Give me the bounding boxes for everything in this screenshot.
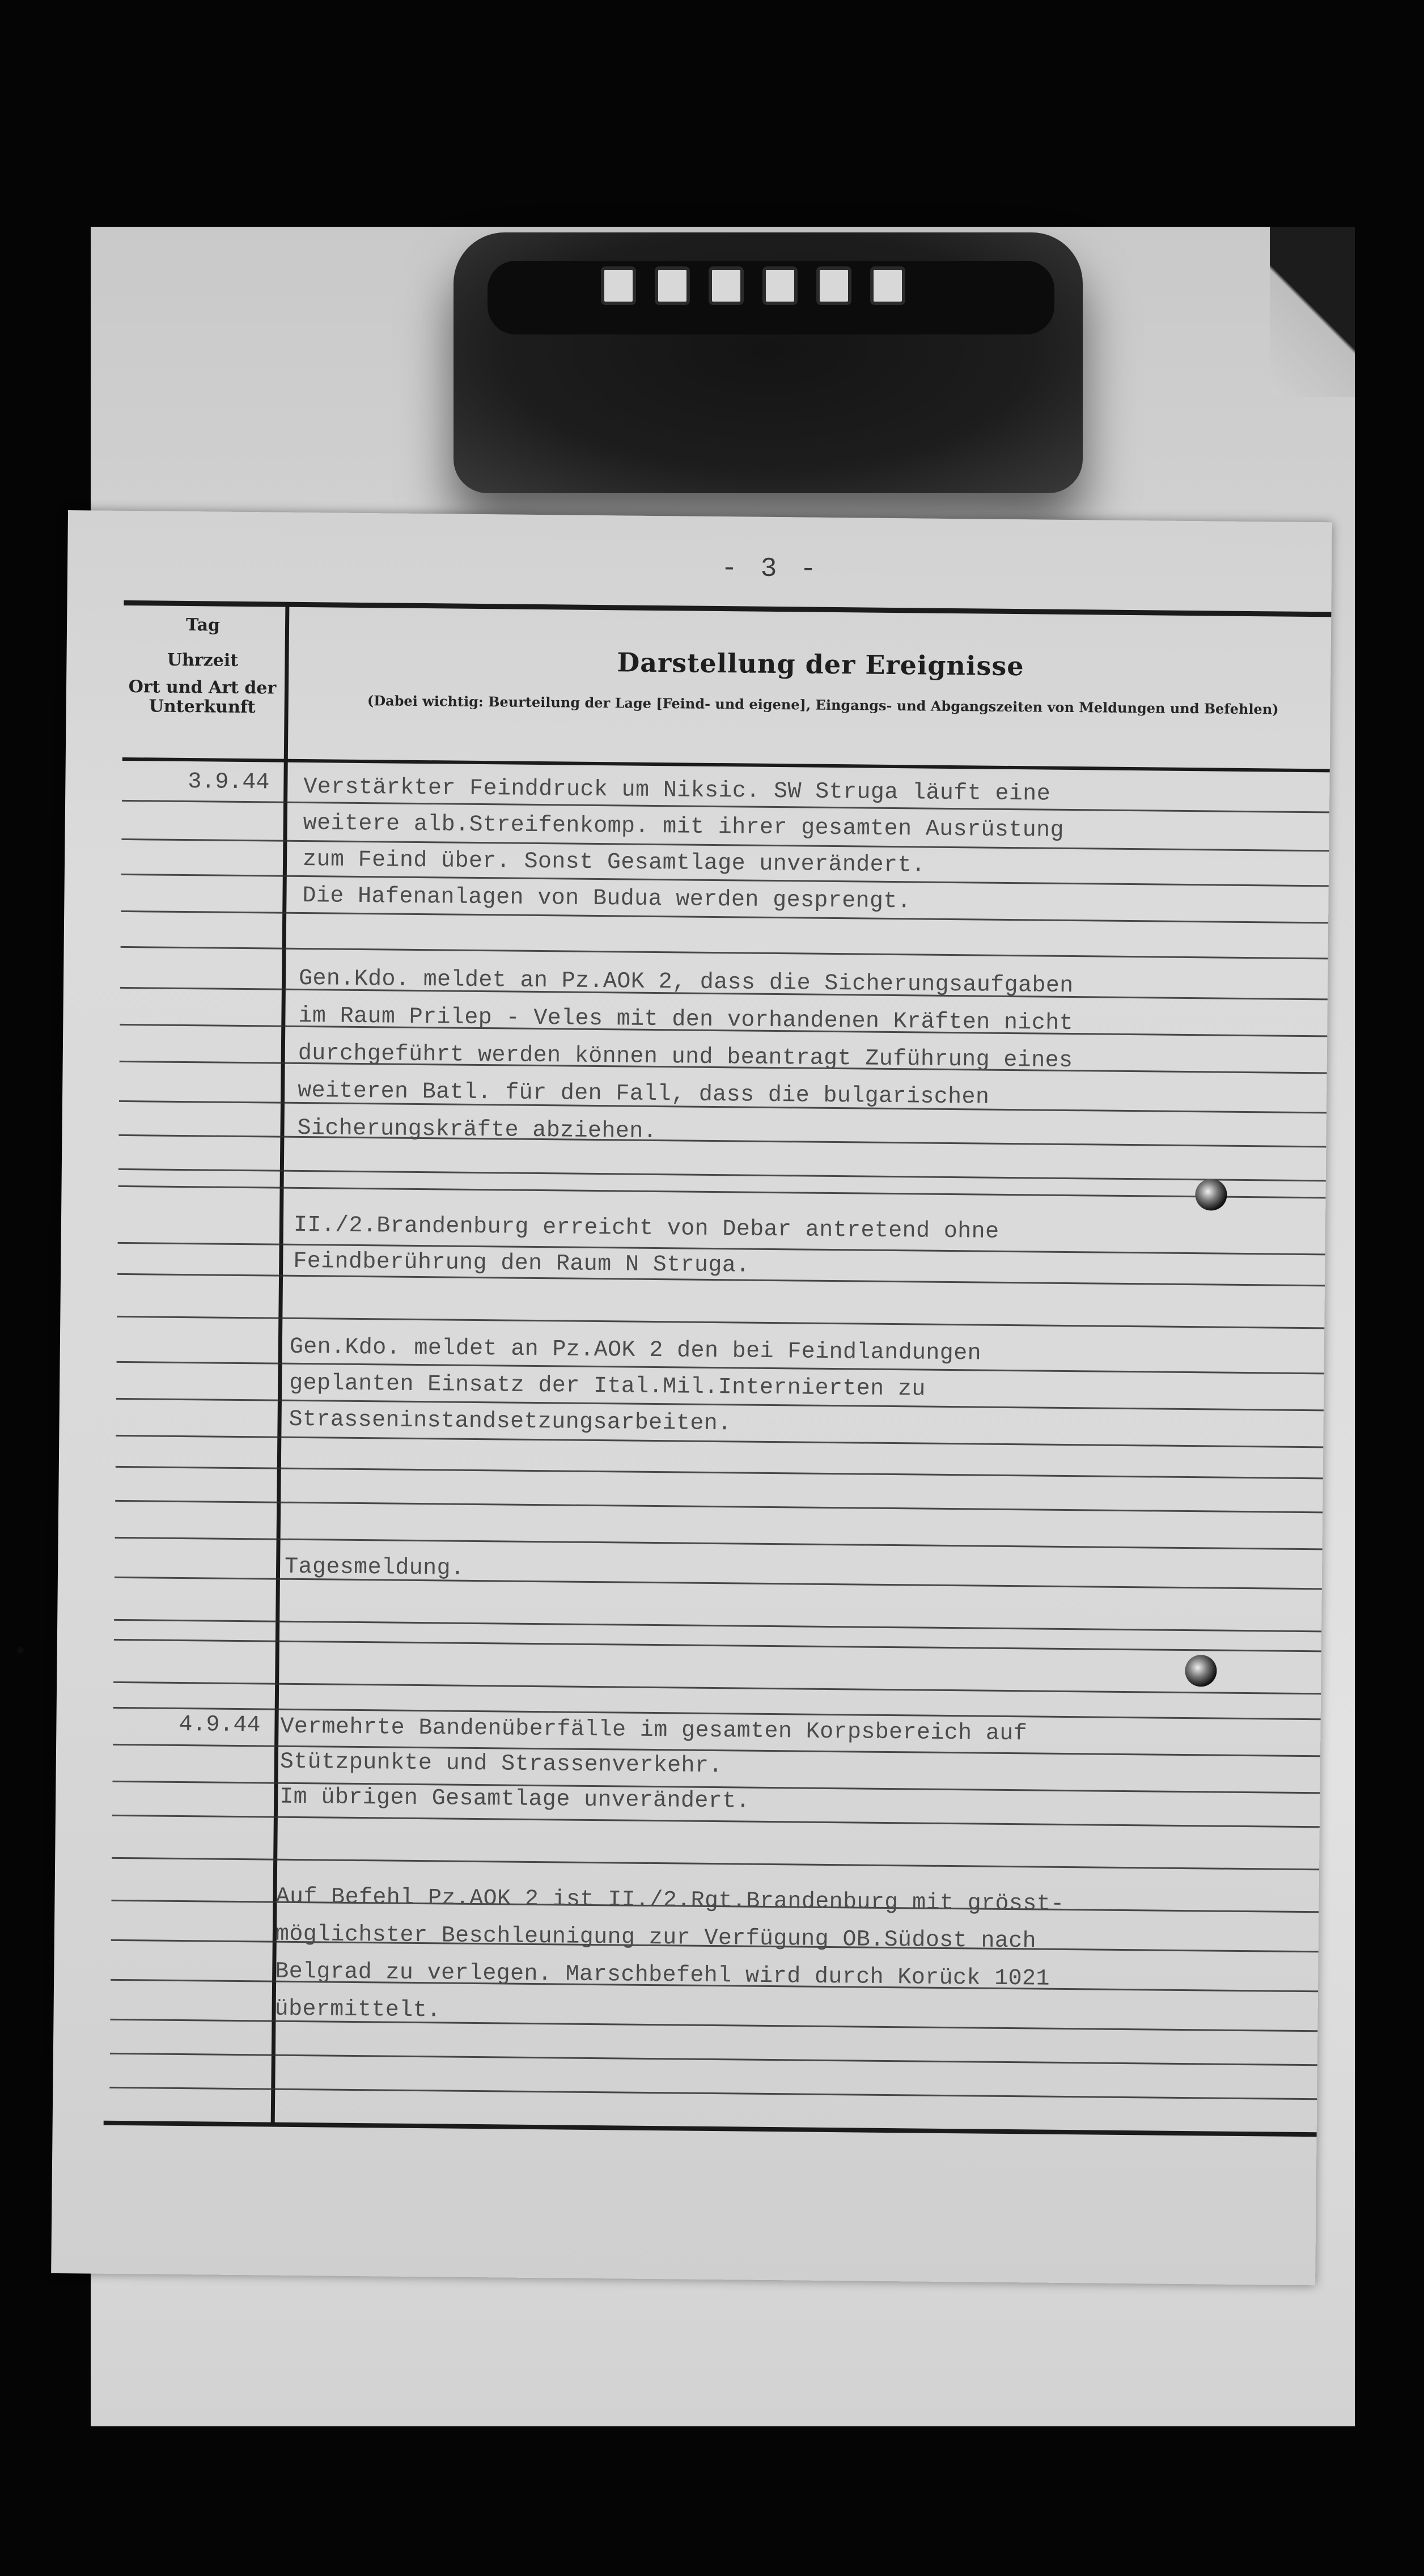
binder-hole (870, 266, 905, 305)
text-line: II./2.Brandenburg erreicht von Debar antretend ohne (293, 1212, 999, 1245)
ruled-line (113, 1681, 1321, 1694)
ruled-line (112, 1857, 1319, 1870)
text-line: Vermehrte Bandenüberfälle im gesamten Korpsbereich auf (280, 1714, 1028, 1747)
entry-paragraph (63, 964, 1197, 1145)
header-ort: Ort und Art der (128, 677, 277, 698)
document-page (51, 510, 1332, 2285)
ruled-line (110, 2053, 1317, 2066)
entry-paragraph (61, 1210, 1195, 1279)
binder-hole (762, 266, 798, 305)
text-line: Sicherungskräfte abziehen. (297, 1115, 658, 1145)
header-uhrzeit: Uhrzeit (167, 650, 239, 671)
entry-paragraph (55, 1882, 1189, 2024)
binder-hole (816, 266, 851, 305)
ruled-line (116, 1435, 1323, 1448)
text-line: durchgeführt werden können und beantragt Zuführung eines (298, 1040, 1073, 1074)
ruled-line (117, 1316, 1324, 1329)
text-line: Im übrigen Gesamtlage unverändert. (279, 1784, 751, 1815)
text-line: möglichster Beschleunigung zur Verfügung OB.Südost nach (275, 1921, 1037, 1955)
text-line: Feindberührung den Raum N Struga. (293, 1248, 750, 1279)
ruled-line (115, 1500, 1323, 1513)
header-title: Darstellung der Ereignisse (617, 647, 1024, 682)
page-number: - 3 - (721, 553, 820, 585)
ruled-line (118, 1185, 1326, 1198)
ruled-line (118, 1168, 1326, 1181)
sheet-corner-fold (1270, 227, 1355, 397)
header-top-rule (124, 600, 1331, 617)
text-line: Strasseninstandsetzungsarbeiten. (289, 1406, 732, 1437)
text-line: Verstärkter Feinddruck um Niksic. SW Struga läuft eine (303, 774, 1051, 807)
dust-speck (17, 1647, 24, 1654)
ruled-line (121, 946, 1328, 959)
entry-paragraph (60, 1332, 1194, 1437)
table-bottom-rule (104, 2121, 1317, 2137)
binder-hole (709, 266, 744, 305)
pin-icon (1185, 1655, 1217, 1687)
header-tag: Tag (185, 615, 221, 635)
text-line: Tagesmeldung. (284, 1554, 465, 1582)
text-line: Die Hafenanlagen von Budua werden gesprengt. (302, 883, 912, 915)
pin-icon (1195, 1179, 1227, 1211)
ruled-line (114, 1619, 1321, 1632)
ruled-line (112, 1815, 1320, 1828)
header-subtitle: (Dabei wichtig: Beurteilung der Lage [Feind- und eigene], Eingangs- und Abgangszeiten von Meldungen und Befehlen) (367, 692, 1279, 718)
ruled-line (116, 1466, 1323, 1479)
text-line: geplanten Einsatz der Ital.Mil.Internierten zu (289, 1370, 926, 1403)
header-bottom-rule (122, 757, 1330, 772)
entry-date: 3.9.44 (188, 769, 270, 796)
ruled-line (109, 2087, 1317, 2100)
text-line: Auf Befehl Pz.AOK 2 ist II./2.Rgt.Brandenburg mit grösst- (276, 1884, 1065, 1917)
text-line: weitere alb.Streifenkomp. mit ihrer gesamten Ausrüstung (303, 811, 1065, 844)
text-line: Stützpunkte und Strassenverkehr. (279, 1749, 723, 1780)
text-line: weiteren Batl. für den Fall, dass die bulgarischen (297, 1078, 990, 1111)
header-date-column (117, 607, 289, 718)
text-line: Belgrad zu verlegen. Marschbefehl wird durch Korück 1021 (275, 1959, 1050, 1992)
ruled-line (114, 1639, 1321, 1652)
binder-hole (601, 266, 636, 305)
header-unterkunft: Unterkunft (149, 696, 256, 718)
text-line: zum Feind über. Sonst Gesamtlage unverändert. (302, 847, 926, 879)
text-line: übermittelt. (274, 1996, 441, 2024)
entry-date: 4.9.44 (179, 1711, 261, 1739)
text-line: im Raum Prilep - Veles mit den vorhandenen Kräften nicht (298, 1003, 1074, 1037)
binder-hole (655, 266, 690, 305)
entry-paragraph (58, 1552, 1192, 1582)
ruled-line (115, 1537, 1323, 1550)
text-line: Gen.Kdo. meldet an Pz.AOK 2, dass die Sicherungsaufgaben (298, 965, 1074, 999)
text-line: Gen.Kdo. meldet an Pz.AOK 2 den bei Feindlandungen (289, 1334, 982, 1367)
